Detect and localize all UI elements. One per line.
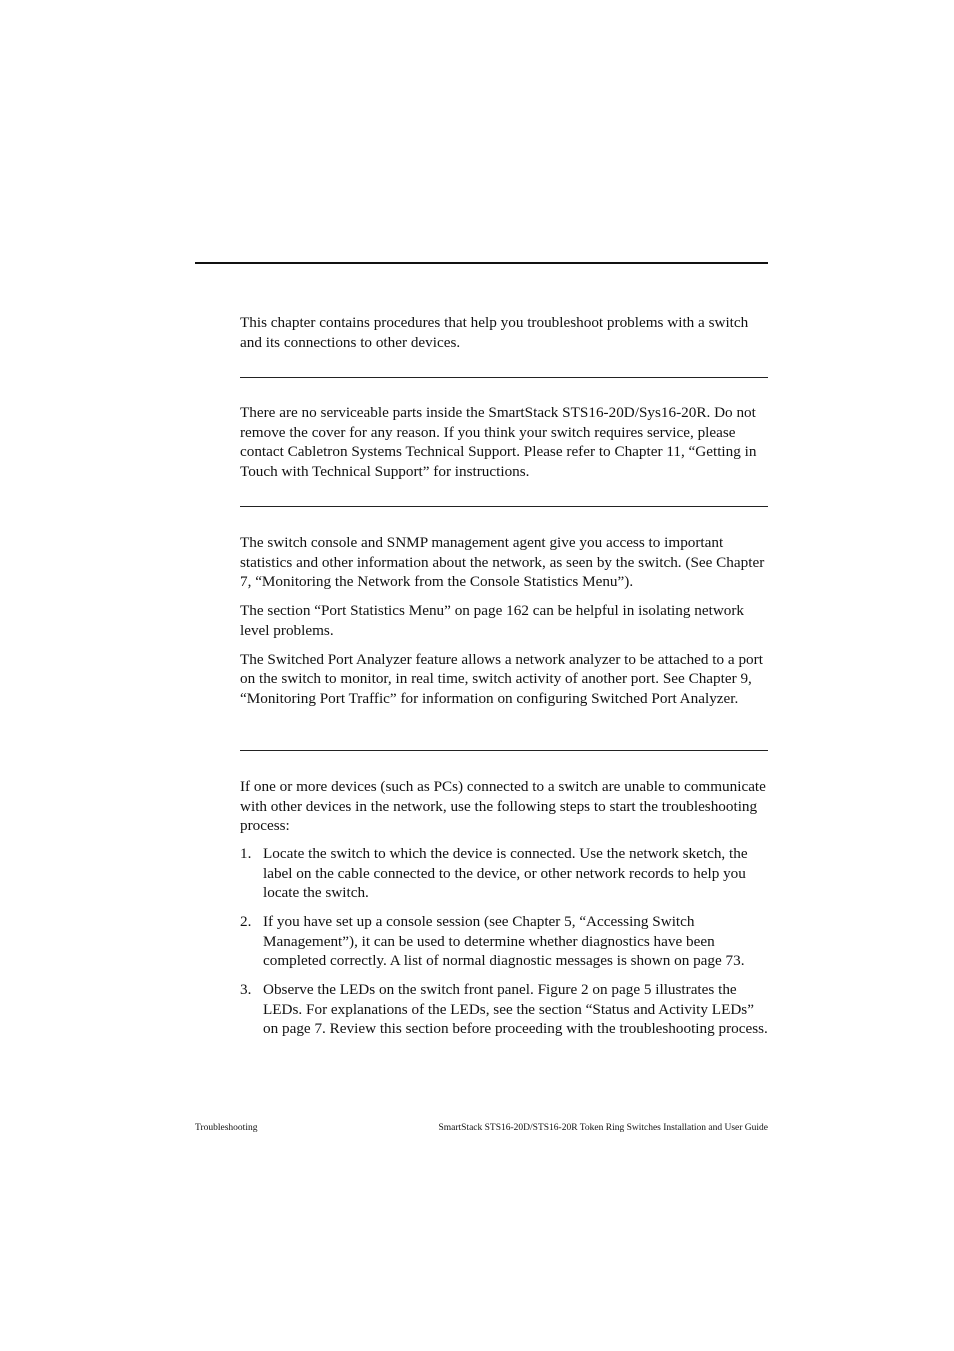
steps-intro-paragraph: If one or more devices (such as PCs) connected to a switch are unable to communicate with other devices in the network, use the following steps to start the troubleshooting process: [240,778,766,834]
step-number: 1. [240,845,252,862]
section-divider [240,377,768,378]
step-number: 3. [240,981,252,998]
service-section [240,403,768,491]
step-text: Locate the switch to which the device is connected. Use the network sketch, the label on the cable connected to the device, or other network records to help you locate the switch. [263,845,748,901]
statistics-section [240,533,768,718]
footer-book-title: SmartStack STS16-20D/STS16-20R Token Ring Switches Installation and User Guide [438,1123,768,1133]
chapter-title-rule [195,262,768,264]
intro-paragraph: This chapter contains procedures that help you troubleshoot problems with a switch and its connections to other devices. [240,314,749,351]
troubleshooting-steps-list [240,844,770,1048]
port-statistics-paragraph: The section “Port Statistics Menu” on page 162 can be helpful in isolating network level problems. [240,602,745,639]
statistics-paragraph: The switch console and SNMP management agent give you access to important statistics and other information about the network, as seen by the switch. (See Chapter 7, “Monitoring the Network from the Console Statistics Menu”). [240,534,765,590]
steps-intro-section [240,777,768,845]
intro-section [240,313,768,362]
step-text: Observe the LEDs on the switch front panel. Figure 2 on page 5 illustrates the LEDs. For explanations of the LEDs, see the section “Status and Activity LEDs” on page 7. Review this section before proceeding with the troubleshooting process. [263,981,768,1037]
section-divider [240,750,768,751]
footer-section-name: Troubleshooting [195,1123,258,1133]
list-item [240,912,770,971]
list-item [240,844,770,903]
port-analyzer-paragraph: The Switched Port Analyzer feature allows a network analyzer to be attached to a port on the switch to monitor, in real time, switch activity of another port. See Chapter 9, “Monitoring Port Traffic” for information on configuring Switched Port Analyzer. [240,650,763,707]
step-text: If you have set up a console session (see Chapter 5, “Accessing Switch Management”), it can be used to determine whether diagnostics have been completed correctly. A list of normal diagnostic messages is shown on page 73. [263,913,745,969]
service-paragraph: There are no serviceable parts inside the SmartStack STS16-20D/Sys16-20R. Do not remove the cover for any reason. If you think your switch requires service, please contact Cabletron Systems Technical Support. Please refer to Chapter 11, “Getting in Touch with Technical Support” for instructions. [240,404,757,480]
list-item [240,980,770,1039]
section-divider [240,506,768,507]
step-number: 2. [240,913,252,930]
